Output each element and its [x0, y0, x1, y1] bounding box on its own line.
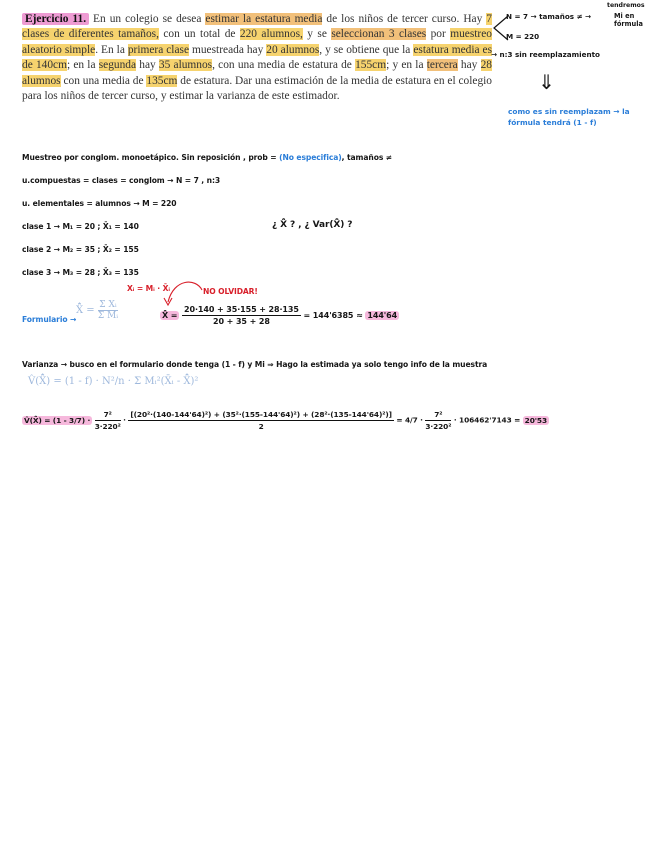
blue-note: como es sin reemplazam → la fórmula tendrá (1 - f)	[508, 107, 630, 127]
text: En un colegio se desea	[89, 13, 206, 25]
muestreo-text: Muestreo por conglom. monoetápico. Sin reposición , prob =	[22, 153, 277, 162]
text: ; y en la	[386, 59, 427, 72]
side-note-tendremos: tendremos	[607, 2, 645, 9]
muestreo-end: , tamaños ≠	[341, 153, 393, 162]
estimate-denominator: 20 + 35 + 28	[213, 317, 270, 326]
no-olvidar: NO OLVIDAR!	[203, 287, 258, 296]
highlight: primera clase	[127, 43, 190, 56]
side-note-mi: Mi en fórmula	[614, 12, 643, 28]
text: y se	[302, 28, 332, 41]
fraction-denominator: 3·220²	[425, 422, 452, 431]
muestreo-blue: (No especifica)	[279, 153, 342, 162]
note-clase3: clase 3 → M₃ = 28 ; X̄₃ = 135	[22, 268, 139, 277]
text: de los niños de tercer curso. Hay	[322, 13, 487, 25]
highlight: 220 alumnos,	[239, 28, 303, 41]
highlight: muestreo aleatorio simple	[22, 28, 492, 56]
fraction-denominator: 2	[258, 422, 264, 431]
down-arrow-icon: ⇓	[538, 70, 555, 94]
variance-fraction-3	[425, 410, 451, 431]
text: con un total de	[158, 28, 240, 41]
note-question: ¿ X̄̂ ? , ¿ Var(X̄̂) ?	[272, 220, 353, 230]
exercise-statement	[22, 12, 492, 104]
estimate-label: X̄̂ =	[162, 311, 178, 320]
estimate-final: 144'64	[367, 311, 398, 320]
text: , y se obtiene que la	[319, 43, 414, 56]
highlight: tercera	[426, 59, 458, 72]
fraction-numerator: [(20²·(140-144'64)²) + (35²·(155-144'64)²) + (28²·(135-144'64)²)]	[130, 410, 392, 419]
fraction-numerator: 7²	[95, 410, 121, 421]
variance-eq: = 4/7 ·	[396, 415, 423, 425]
estimate-result: = 144'6385 ≈	[303, 311, 363, 320]
variance-fraction-2	[128, 410, 394, 431]
estimate-numerator: 20·140 + 35·155 + 28·135	[184, 305, 299, 314]
side-note-N: N = 7 → tamaños ≠ →	[506, 12, 592, 21]
highlight: estimar la estatura media	[205, 13, 323, 25]
side-note-n: → n:3 sin reemplazamiento	[491, 50, 600, 59]
highlight: 7 clases de diferentes tamaños,	[22, 13, 492, 41]
exercise-title: Ejercicio 11.	[22, 13, 89, 25]
variance-tail: · 106462'7143 =	[453, 415, 521, 425]
variance-final: 20'53	[524, 415, 548, 425]
text: de estatura. Dar una estimación de la media de estatura en el colegio para los niños de tercer curso, y estimar la varianza de este estimador.	[22, 74, 492, 103]
text: . En la	[95, 43, 128, 56]
note-uelem: u. elementales = alumnos → M = 220	[22, 199, 177, 208]
text: por	[426, 28, 451, 41]
note-varianza: Varianza → busco en el formulario donde tenga (1 - f) y Mi ⇒ Hago la estimada ya solo tengo info de la muestra	[22, 360, 488, 369]
highlight: 28 alumnos	[22, 59, 492, 87]
variance-formula: V̂(X̄̂) = (1 - 3/7) · $\frac{\text{7²}}{\text{3·220²}}$ · [(20²·(140-144'64)²) + (35²·(155-144'64)²) + (28²·(135-144'64)²)] 2 = 4/7 · $\frac{\text{7²}}{\text{3·220²}}$ · 106462'7143 = 20'53	[24, 410, 548, 431]
fraction-denominator: 3·220²	[94, 422, 121, 431]
text: , con una media de estatura de	[212, 59, 356, 72]
highlight: estatura media es de 140cm	[22, 43, 493, 72]
variance-fraction-1	[95, 410, 121, 431]
highlight: segunda	[98, 59, 137, 72]
text: hay	[457, 59, 481, 72]
estimate-fraction	[182, 305, 301, 326]
highlight: 20 alumnos	[266, 43, 320, 56]
note-ucomp: u.compuestas = clases = conglom → N = 7 , n:3	[22, 176, 221, 185]
variance-label: V̂(X̄̂) = (1 - 3/7) ·	[24, 415, 91, 425]
formula-sketch: X̄̂ = $\frac{\text{Σ Xᵢ}}{\text{Σ Mᵢ}}$	[76, 300, 119, 321]
side-note-M: M = 220	[506, 32, 540, 41]
text: muestreada hay	[189, 43, 267, 56]
note-clase2: clase 2 → M₂ = 35 ; X̄₂ = 155	[22, 245, 139, 254]
note-muestreo	[22, 153, 392, 162]
text: hay	[136, 59, 159, 72]
estimate-formula	[160, 305, 399, 326]
highlight: 135cm	[146, 74, 178, 87]
text: con una media de	[60, 74, 147, 87]
formulario-label: Formulario →	[22, 315, 77, 324]
text: ; en la	[66, 59, 99, 72]
highlight: 35 alumnos	[158, 59, 213, 72]
highlight: seleccionan 3 clases	[331, 28, 427, 41]
variance-formula-sketch: V̂(X̄̂) = (1 - f) · N²/n · Σ Mᵢ²(X̄ᵢ - X̄̂)²	[28, 376, 199, 387]
highlight: 155cm	[355, 59, 387, 72]
xi-definition: Xᵢ = Mᵢ · X̄ᵢ	[127, 284, 170, 293]
fraction-numerator: 7²	[425, 410, 451, 421]
note-clase1: clase 1 → M₁ = 20 ; X̄₁ = 140	[22, 222, 139, 231]
